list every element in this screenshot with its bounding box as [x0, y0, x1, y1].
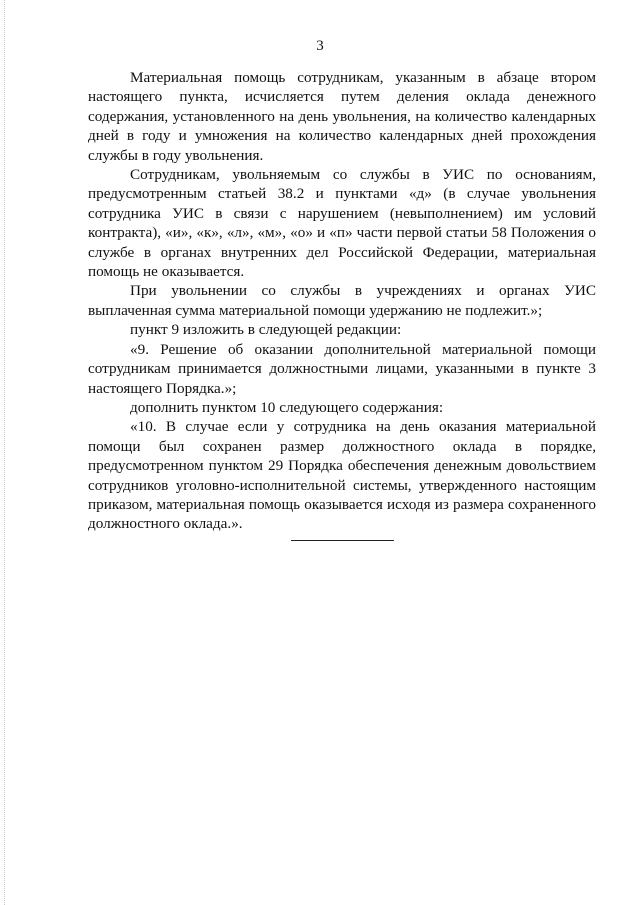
paragraph: Материальная помощь сотрудникам, указанным в абзаце втором настоящего пункта, исчисляется путем деления оклада денежного содержания, установленного на день увольнения, на количество календарных дней в году и умножения на количество календарных дней прохождения службы в году увольнения. [88, 69, 596, 164]
paragraph: При увольнении со службы в учреждениях и органах УИС выплаченная сумма материальной помощи удержанию не подлежит.»; [88, 282, 596, 319]
paragraph: «10. В случае если у сотрудника на день оказания материальной помощи был сохранен размер должностного оклада в порядке, предусмотренном пунктом 29 Порядка обеспечения денежным довольствием сотрудников уголовно-исполнительной системы, утвержденного настоящим приказом, материальная помощь оказывается исходя из размера сохраненного должностного оклада.». [88, 418, 596, 533]
paragraph: Сотрудникам, увольняемым со службы в УИС по основаниям, предусмотренным статьей 38.2 и пунктами «д» (в случае увольнения сотрудника УИС в связи с нарушением (невыполнением) им условий контракта), «и», «к», «л», «м», «о» и «п» части первой статьи 58 Положения о службе в органах внутренних дел Российской Федерации, материальная помощь не оказывается. [88, 166, 596, 281]
paragraph: пункт 9 изложить в следующей редакции: [130, 321, 402, 339]
paragraph: «9. Решение об оказании дополнительной материальной помощи сотрудникам принимается должностными лицами, указанными в пункте 3 настоящего Порядка.»; [88, 340, 596, 397]
paragraph: дополнить пунктом 10 следующего содержания: [130, 398, 444, 416]
end-separator-line [291, 540, 394, 541]
page-number: 3 [316, 38, 324, 54]
document-body [88, 68, 596, 534]
scan-edge-mark [4, 0, 5, 905]
